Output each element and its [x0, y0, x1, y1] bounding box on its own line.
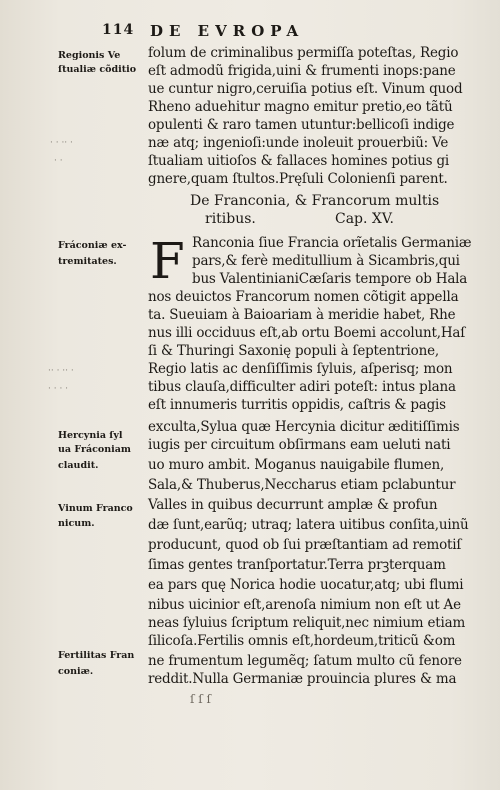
side-note: ua Fráconiam	[58, 444, 131, 455]
text-line: opulenti & raro tamen utuntur:bellicoſi indige	[148, 117, 455, 133]
text-line: dæ ſunt,earũq; utraq; latera uitibus conſita,uinũ	[148, 517, 469, 533]
text-line: ſimas gentes tranſportatur.Terra prꝫterquam	[148, 557, 446, 573]
text-line: exculta,Sylua quæ Hercynia dicitur æditiſſimis	[148, 419, 460, 435]
text-line: ne frumentum legumẽq; ſatum multo cũ fenore	[148, 653, 462, 669]
chapter-title-continued: ritibus.	[205, 211, 256, 227]
bleed-through-mark: · ·	[54, 156, 63, 166]
text-line: ſilicoſa.Fertilis omnis eſt,hordeum,triticũ &om	[148, 633, 456, 649]
bleed-through-mark: · · ·· ·	[50, 138, 73, 148]
text-line: Sala,& Thuberus,Neccharus etiam pclabuntur	[148, 477, 456, 493]
side-note: nicum.	[58, 518, 95, 529]
text-line: ſtualiam uitioſos & fallaces homines potius gi	[148, 153, 450, 169]
text-line: iugis per circuitum obſirmans eam ueluti nati	[148, 437, 451, 453]
text-line: ue cuntur nigro,ceruiſia potius eſt. Vinum quod	[148, 81, 463, 97]
side-note: ſtualiæ cõditio	[58, 64, 137, 75]
bleed-through-mark: · · · ·	[48, 384, 69, 394]
drop-cap-initial: F	[150, 232, 185, 290]
text-line: nibus uicinior eſt,arenoſa nimium non eſt ut Ae	[148, 597, 461, 613]
text-line: pars,& ferè meditullium à Sicambris,qui	[192, 253, 460, 269]
text-line: gnere,quam ſtultos.Pręſuli Colonienſi parent.	[148, 171, 448, 187]
chapter-number: Cap. XV.	[335, 211, 395, 227]
text-line: ta. Sueuiam à Baioariam à meridie habet, Rhe	[148, 307, 456, 323]
side-note: Regionis Ve	[58, 50, 121, 61]
side-note: coniæ.	[58, 666, 94, 677]
text-line: eſt innumeris turritis oppidis, caſtris & pagis	[148, 397, 446, 413]
side-note: Fráconiæ ex-	[58, 240, 127, 251]
text-line: folum de criminalibus permiſſa poteſtas, Regio	[148, 45, 459, 61]
text-line: eſt admodũ frigida,uini & frumenti inops:pane	[148, 63, 456, 79]
chapter-title: De Franconia, & Francorum multis	[190, 193, 440, 209]
text-line: tibus clauſa,difficulter adiri poteſt: intus plana	[148, 379, 456, 395]
folio-number: 114	[102, 22, 135, 38]
text-line: neas ſyluius ſcriptum reliquit,nec nimium etiam	[148, 615, 466, 631]
side-note: claudit.	[58, 460, 99, 471]
text-line: Valles in quibus decurrunt amplæ & profun	[148, 497, 438, 513]
text-line: ſi & Thuringi Saxonię populi à ſeptentrione,	[148, 343, 439, 359]
running-title: DE EVROPA	[150, 22, 305, 40]
side-note: tremitates.	[58, 256, 117, 267]
text-line: producunt, quod ob ſui præſtantiam ad remotiſ	[148, 537, 462, 553]
text-line: nus illi occiduus eſt,ab ortu Boemi accolunt,Haſ	[148, 325, 466, 341]
bleed-through-mark: ·· · ·· ·	[48, 366, 74, 376]
text-line: næ atq; ingenioſi:unde inoleuit prouerbiũ: Ve	[148, 135, 449, 151]
text-line: reddit.Nulla Germaniæ prouincia plures & ma	[148, 671, 457, 687]
text-line: Ranconia ſiue Francia orĩetalis Germaniæ	[192, 235, 472, 251]
text-line: uo muro ambit. Moganus nauigabile flumen,	[148, 457, 445, 473]
text-line: bus ValentinianiCæſaris tempore ob Hala	[192, 271, 468, 287]
text-line: nos deuictos Francorum nomen cõtigit appella	[148, 289, 459, 305]
side-note: Vinum Franco	[58, 503, 133, 514]
side-note: Fertilitas Fran	[58, 650, 135, 661]
side-note: Hercynia ſyl	[58, 430, 123, 441]
catchword: ſ ſ ſ	[190, 692, 211, 706]
text-line: Regio latis ac denſiſſimis ſyluis, aſperisq; mon	[148, 361, 453, 377]
text-line: Rheno aduehitur magno emitur pretio,eo tãtũ	[148, 99, 453, 115]
text-line: ea pars quę Norica hodie uocatur,atq; ubi flumi	[148, 577, 464, 593]
